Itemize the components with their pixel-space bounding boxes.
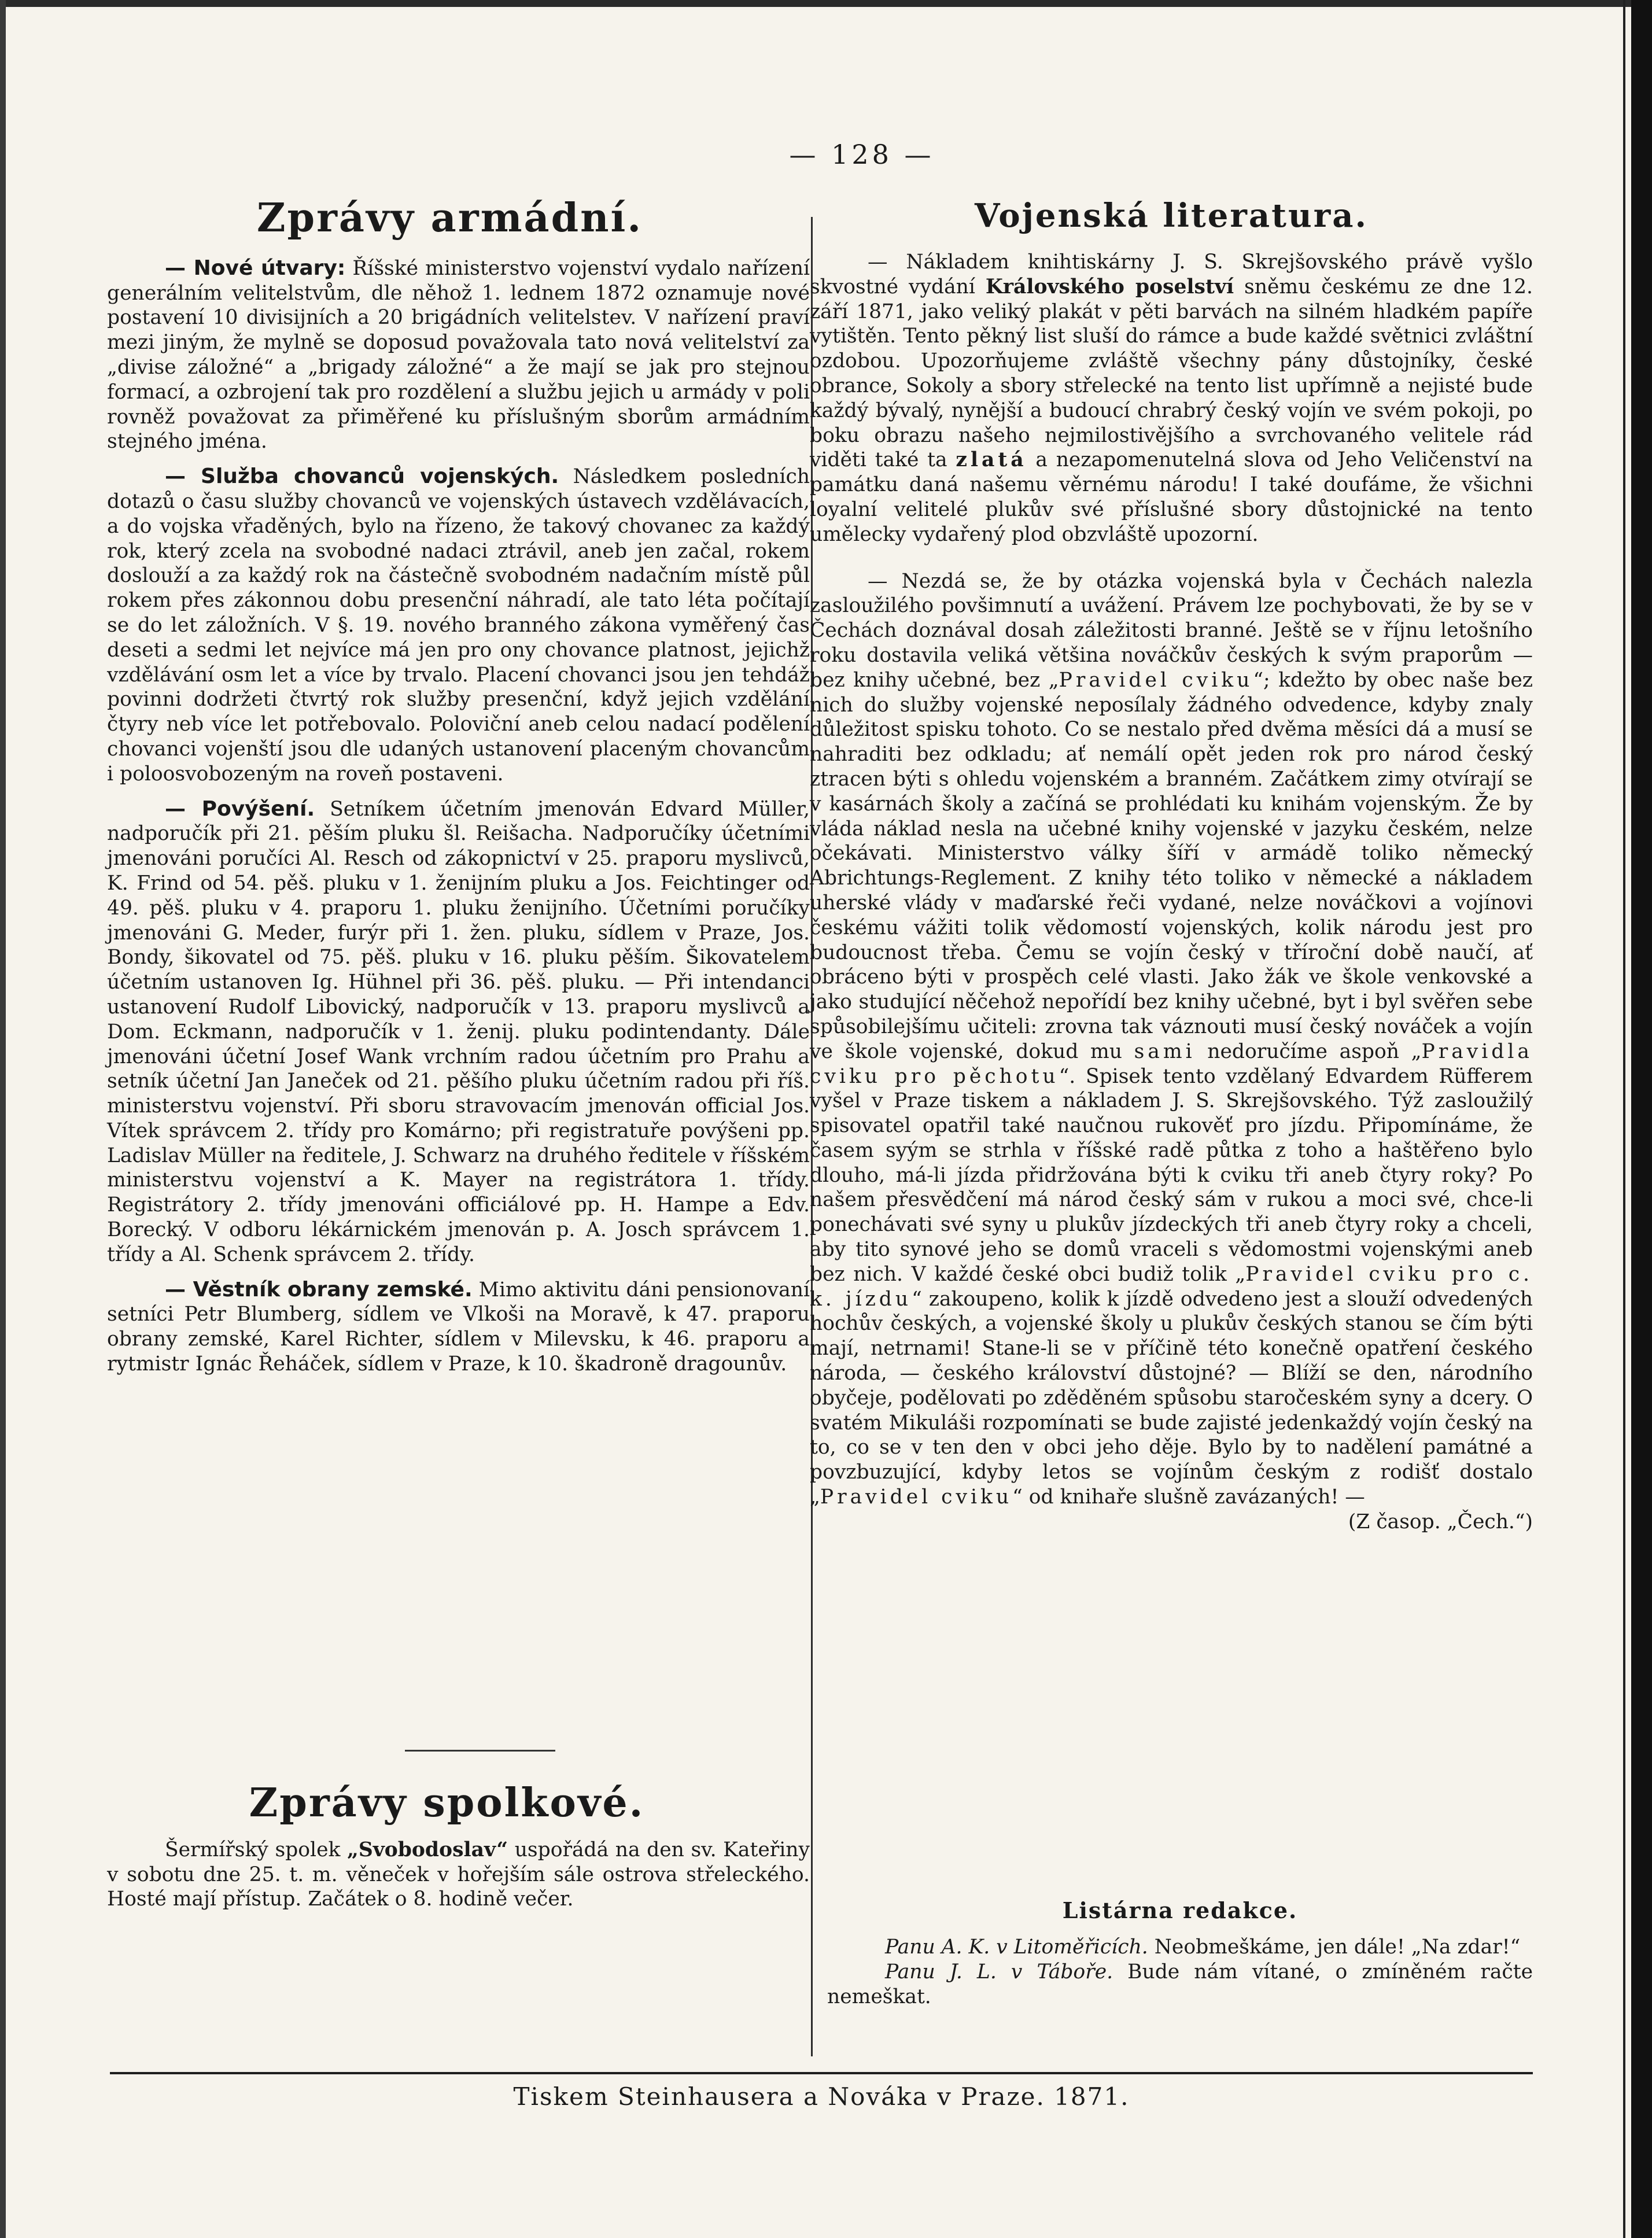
page-number: — 128 — (789, 139, 935, 170)
article-vestnik-obrany (107, 1278, 810, 1377)
source-signature: (Z časop. „Čech.“) (1348, 1510, 1533, 1533)
left-column (107, 197, 810, 1377)
reply-recipient: Panu J. L. v Táboře. (885, 1960, 1113, 1983)
club-name: „Svobodoslav“ (346, 1838, 508, 1861)
article-text: nedoručíme aspoň „ (1195, 1039, 1422, 1063)
section-title-listarna: Listárna redakce. (1062, 1897, 1298, 1923)
scan-edge-right (1631, 0, 1652, 2238)
article-text: uspořádá na den sv. Kateřiny v sobotu dne 25. t. m. věneček v hořejším sále ostrova střeleckého. Hosté mají přístup. Začátek o 8. hodině večer. (107, 1838, 810, 1911)
scan-edge-left (0, 0, 6, 2238)
article-text: — Nezdá se, že by otázka vojenská byla v Čechách nalezla zasloužilého povšimnutí a uvážení. Právem lze pochybovati, že by se v Čechách doznával dosah záležitosti branné. Ještě se v říjnu letošního roku dostavila veliká většina nováčkův českých k svým praporům — bez knihy učebné, bez „ (810, 569, 1533, 692)
reply-1 (827, 1935, 1533, 1960)
article-text: Následkem posledních dotazů o času služby chovanců ve vojenských ústavech vzdělávacích, a do vojska vřaděných, bylo na řízeno, že takový chovanec za každý rok, který zcela na svobodné nadaci ztrávil, aneb jen začal, rokem doslouží a za každý rok na částečně svobodném nadačním místě půl rokem přes zákonnou dobu presenční náhradí, ale tato léta počítají se do let záložních. V §. 19. nového branného zákona vyměřený čas deseti a sedmi let nejvíce má jen pro ony chovance platnost, jejichž vzdělávání osm let a více by trvalo. Placení chovanci jsou jen tehdáž povinni dodržeti čtvrtý rok služby presenční, když jejich vzdělání čtyry neb více let potřebovalo. Poloviční aneb celou nadací podělení chovanci vojenští jsou dle udaných ustanovení placeným chovancům i poloosvobozeným na roveň postaveni. (107, 465, 810, 786)
reply-2 (827, 1960, 1533, 2010)
footer-rule (110, 2072, 1533, 2074)
article-kralovske-poselstvi (810, 250, 1533, 547)
emphasis-title: Pravidla cviku pro pěchotu (810, 1039, 1533, 1088)
article-povyseni (107, 797, 810, 1267)
scan-edge-line (1623, 0, 1625, 2238)
article-svobodoslav (107, 1838, 810, 1912)
article-sluzba-chovancu (107, 464, 810, 786)
article-text: “ zakoupeno, kolik k jízdě odvedeno jest a slouží odvedených hochův českých, a vojenské školy u plukův českých stanou se čím býti mají, netrnami! Stane-li se v příčině této konečně opatření českého národa, — českého království důstojné? — Blíží se den, národního obyčeje, podělovati po zděděném spůsobu staročeském syny a dcery. O svatém Mikuláši rozpomínati se bude zajisté jedenkaždý vojín český na to, co se v ten den v obci jeho děje. Bylo by to nadělení památné a povzbuzující, kdyby letos se vojínům českým z rodišť dostalo „ (810, 1287, 1533, 1509)
article-lead: — Věstník obrany zemské. (165, 1277, 473, 1301)
emphasis-title: Pravidel cviku pro c. k. jízdu (810, 1262, 1533, 1311)
article-text: Říšské ministerstvo vojenství vydalo nařízení generálním velitelstvům, dle něhož 1. lednem 1872 oznamuje nové postavení 10 divisijních a 20 brigádních velitelstev. V nařízení praví mezi jiným, že mylně se doposud považovala tato nová velitelství za „divise záložné“ a „brigady záložné“ a že mají se jak pro stejnou formací, a ozbrojení tak pro rozdělení a službu jejich u armády v poli rovněž považovat za přiměřené ku příslušným sborům armádním stejného jména. (107, 256, 810, 454)
article-text: Setníkem účetním jmenován Edvard Müller, nadporučík při 21. pěším pluku šl. Reišacha. Nadporučíky účetními jmenováni poručíci Al. Resch od zákopnictví v 25. praporu myslivců, K. Frind od 54. pěš. pluku v 1. ženijním pluku a Jos. Feichtinger od 49. pěš. pluku v 4. praporu 1. pluku ženijního. Účetními poručíky jmenováni G. Meder, furýr při 1. žen. pluku, sídlem v Praze, Jos. Bondy, šikovatel od 75. pěš. pluku v 16. pluku pěším. Šikovatelem účetním ustanoven Ig. Hühnel při 36. pěš. pluku. — Při intendanci ustanovení Rudolf Libovický, nadporučík v 13. praporu myslivců a Dom. Eckmann, nadporučík v 1. ženij. pluku podintendanty. Dále jmenováni účetní Josef Wank vrchním radou účetním pro Prahu a setník účetní Jan Janeček od 21. pěšího pluku účetním radou při říš. ministerstvu vojenství. Při sboru stravovacím jmenován official Jos. Vítek správcem 2. třídy pro Komárno; při registratuře povýšeni pp. Ladislav Müller na ředitele, J. Schwarz na druhého ředitele v říšském ministerstvu vojenství a K. Mayer na registrátora 1. třídy. Registrátory 2. třídy jmenováni officiálové pp. H. Hampe a Edv. Borecký. V odboru lékárnickém jmenován p. A. Josch správcem 1. třídy a Al. Schenk správcem 2. třídy. (107, 797, 810, 1266)
emphasis-word: zlatá (956, 448, 1027, 472)
section-title-armadni: Zprávy armádní. (256, 195, 643, 241)
section-rule (405, 1750, 555, 1752)
article-text: “. Spisek tento vzdělaný Edvardem Rüfferem vyšel v Praze tiskem a nákladem J. S. Skrejšovského. Týž zasloužilý spisovatel opatřil také naučnou rukověť pro jízdu. Připomínáme, že časem syým se strhla v říšské radě půtka z toho a haštěřeno bylo dlouho, má-li jízda přidržována býti k cviku tři aneb čtyry roky? Po našem přesvědčení má národ český sám v rukou a moci své, chce-li ponechávati své syny u plukův jízdeckých tři aneb čtyry roky a chceli, aby tito synové jeho se domů vraceli s vědomostmi vojenskými aneb bez nich. V každé české obci budiž tolik „ (810, 1064, 1533, 1286)
article-text: — Nákladem knihtiskárny J. S. Skrejšovského právě vyšlo skvostné vydání (810, 250, 1533, 298)
article-text: Mimo aktivitu dáni pensionovaní setníci Petr Blumberg, sídlem ve Vlkoši na Moravě, k 47. praporu obrany zemské, Karel Richter, sídlem v Milevsku, k 46. praporu a rytmistr Ignác Řeháček, sídlem v Praze, k 10. škadroně dragounův. (107, 1278, 810, 1376)
article-text: “; kdežto by obec naše bez nich do služby vojenské neposílaly žádného odvedence, kdyby znaly důležitost spisku tohoto. Co se nestalo před dvěma měsíci dá a musí se nahraditi bez odkladu; ať nemálí opět jeden rok pro národ český ztracen býti s ohledu vojenském a branném. Začátkem zimy otvírají se v kasárnách školy a začíná se prohlédati ku knihám vojenským. Že by vláda náklad nesla na učebné knihy vojenské v jazyku českém, nelze očekávati. Ministerstvo války šíří v armádě toliko německý Abrichtungs-Reglement. Z knihy této toliko v německé a nákladem uherské vlády v maďarské řeči vydané, nelze nováčkovi a vojínovi českému vážiti tolik vědomostí vojenských, kolik národu jest pro budoucnost třeba. Čemu se vojín český v tříroční době naučí, ať obráceno býti v prospěch celé vlasti. Jako žák ve škole venkovské a jako studující něčehož nepořídí bez knihy učebné, byt i byl svěřen sebe spůsobilejšímu učiteli: zrovna tak váznouti musí český nováček a vojín ve škole vojenské, dokud mu (810, 668, 1533, 1063)
article-nove-utvary (107, 256, 810, 454)
emphasis-title: Pravidel cviku (1059, 668, 1253, 692)
article-text: a nezapomenutelná slova od Jeho Veličenství na památku daná našemu věrnému národu! I také doufáme, že všichni loyalní velitelé plukův své příslušné sbory důstojnické na tento umělecky vydařený plod obzvláště upozorní. (810, 448, 1533, 546)
article-text: Šermířský spolek (165, 1838, 347, 1861)
printer-imprint: Tiskem Steinhausera a Nováka v Praze. 1871. (513, 2082, 1130, 2111)
scan-edge-top (0, 0, 1652, 7)
section-listarna (827, 1897, 1533, 2009)
reply-recipient: Panu A. K. v Litoměřicích. (885, 1935, 1148, 1959)
article-lead: — Povýšení. (165, 797, 315, 821)
section-title-spolkove: Zprávy spolkové. (249, 1780, 645, 1826)
right-column (810, 197, 1533, 1535)
article-text: sněmu českému ze dne 12. září 1871, jako veliký plakát v pěti barvách na silném hladkém papíře vytištěn. Tento pěkný list sluší do rámce a bude každé světnici zvláštní ozdobou. Upozorňujeme zvláště všechny pány důstojníky, české obrance, Sokoly a sbory střelecké na tento list upřímně a nejisté bude každý bývalý, nynější a budoucí chrabrý český vojín ve svém pokoji, po boku obrazu našeho nejmilostivějšího a svrchovaného velitele rád viděti také ta (810, 275, 1533, 472)
article-lead: — Služba chovanců vojenských. (165, 464, 559, 489)
article-text: “ od knihaře slušně zavázaných! — (1012, 1485, 1365, 1509)
article-lead: — Nové útvary: (165, 256, 346, 280)
reply-text: Bude nám vítané, o zmíněném račte nemeškat. (827, 1960, 1533, 2008)
article-otazka-vojenska (810, 569, 1533, 1510)
reply-text: Neobmeškáme, jen dále! „Na zdar!“ (1148, 1935, 1521, 1959)
emphasis-title: Pravidel cviku (820, 1485, 1013, 1509)
publication-title: Královského poselství (985, 275, 1234, 298)
emphasis-word: sami (1134, 1039, 1196, 1063)
section-spolkove (107, 1782, 810, 1912)
section-title-literatura: Vojenská literatura. (974, 197, 1369, 235)
